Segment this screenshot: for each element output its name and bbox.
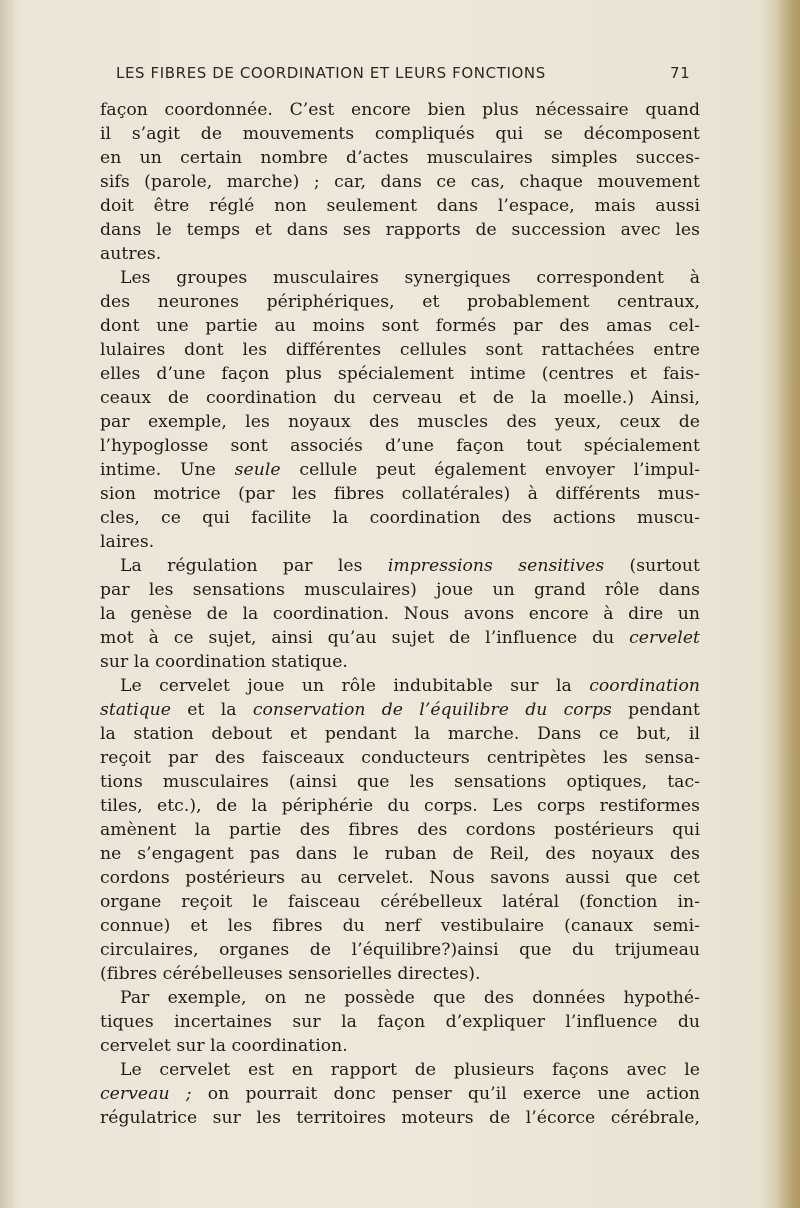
text-line (100, 1034, 700, 1058)
text-line (100, 458, 700, 482)
text-line (100, 890, 700, 914)
text-run: cervelet sur la coordination. (100, 1036, 348, 1056)
text-run: ceaux de coordination du cerveau et de la moelle.) Ainsi, (100, 388, 700, 408)
text-run: Le cervelet joue un rôle indubitable sur la (120, 676, 590, 696)
text-run: cellule peut également envoyer l’impul- (280, 460, 700, 480)
text-run: autres. (100, 244, 162, 264)
text-line (100, 146, 700, 170)
italic-text: conservation de l’équilibre du corps (252, 700, 612, 720)
text-line (100, 866, 700, 890)
text-line (100, 986, 700, 1010)
text-line (100, 1106, 700, 1130)
text-run: sifs (parole, marche) ; car, dans ce cas, chaque mouvement (100, 172, 700, 192)
body-text (100, 98, 700, 1130)
text-line (100, 1082, 700, 1106)
italic-text: statique (100, 700, 172, 720)
text-run: la genèse de la coordination. Nous avons encore à dire un (100, 604, 700, 624)
text-line (100, 554, 700, 578)
italic-text: seule (234, 460, 281, 480)
text-run: organe reçoit le faisceau cérébelleux latéral (fonction in- (100, 892, 700, 912)
text-run: la station debout et pendant la marche. Dans ce but, il (100, 724, 700, 744)
text-run: intime. Une (100, 460, 235, 480)
text-line (100, 506, 700, 530)
text-run: connue) et les fibres du nerf vestibulaire (canaux semi- (100, 916, 700, 936)
text-line (100, 314, 700, 338)
text-run: régulatrice sur les territoires moteurs de l’écorce cérébrale, (100, 1108, 700, 1128)
text-run: Par exemple, on ne possède que des données hypothé- (120, 988, 700, 1008)
italic-text: impressions sensitives (387, 556, 605, 576)
text-line (100, 386, 700, 410)
text-line (100, 290, 700, 314)
text-run: il s’agit de mouvements compliqués qui se décomposent (100, 124, 700, 144)
text-run: pendant (611, 700, 700, 720)
italic-text: cervelet (629, 628, 700, 648)
text-line (100, 170, 700, 194)
text-run: et la (171, 700, 253, 720)
page-edge (778, 0, 800, 1208)
text-line (100, 602, 700, 626)
text-run: laires. (100, 532, 155, 552)
text-run: des neurones périphériques, et probablement centraux, (100, 292, 700, 312)
text-line (100, 122, 700, 146)
text-line (100, 338, 700, 362)
text-line (100, 650, 700, 674)
text-run: circulaires, organes de l’équilibre?)ainsi que du trijumeau (100, 940, 700, 960)
text-run: ne s’engagent pas dans le ruban de Reil, des noyaux des (100, 844, 700, 864)
running-head (0, 64, 800, 86)
text-line (100, 218, 700, 242)
text-line (100, 698, 700, 722)
text-run: sur la coordination statique. (100, 652, 348, 672)
text-run: doit être réglé non seulement dans l’espace, mais aussi (100, 196, 700, 216)
text-run: l’hypoglosse sont associés d’une façon tout spécialement (100, 436, 700, 456)
text-line (100, 482, 700, 506)
text-line (100, 842, 700, 866)
text-run: on pourrait donc penser qu’il exerce une action (191, 1084, 701, 1104)
text-line (100, 746, 700, 770)
text-run: cles, ce qui facilite la coordination des actions muscu- (100, 508, 700, 528)
italic-text: cerveau ; (100, 1084, 192, 1104)
text-run: Les groupes musculaires synergiques correspondent à (120, 268, 700, 288)
text-line (100, 794, 700, 818)
text-run: sion motrice (par les fibres collatérales) à différents mus- (100, 484, 700, 504)
binding-gutter (0, 0, 14, 1208)
text-line (100, 770, 700, 794)
text-run: Le cervelet est en rapport de plusieurs façons avec le (120, 1060, 700, 1080)
text-line (100, 962, 700, 986)
text-line (100, 98, 700, 122)
running-head-title: LES FIBRES DE COORDINATION ET LEURS FONCTIONS (116, 64, 546, 82)
text-run: tiles, etc.), de la périphérie du corps. Les corps restiformes (100, 796, 700, 816)
text-line (100, 242, 700, 266)
text-line (100, 626, 700, 650)
text-line (100, 434, 700, 458)
text-run: par exemple, les noyaux des muscles des yeux, ceux de (100, 412, 700, 432)
text-run: mot à ce sujet, ainsi qu’au sujet de l’influence du (100, 628, 630, 648)
text-run: dans le temps et dans ses rapports de succession avec les (100, 220, 700, 240)
text-run: tiques incertaines sur la façon d’expliquer l’influence du (100, 1012, 700, 1032)
text-run: tions musculaires (ainsi que les sensations optiques, tac- (100, 772, 700, 792)
text-line (100, 722, 700, 746)
text-run: (surtout (604, 556, 700, 576)
text-line (100, 194, 700, 218)
text-run: dont une partie au moins sont formés par des amas cel- (100, 316, 700, 336)
text-run: lulaires dont les différentes cellules sont rattachées entre (100, 340, 700, 360)
text-run: La régulation par les (120, 556, 388, 576)
text-line (100, 914, 700, 938)
text-line (100, 938, 700, 962)
text-run: cordons postérieurs au cervelet. Nous savons aussi que cet (100, 868, 700, 888)
text-line (100, 1058, 700, 1082)
text-line (100, 818, 700, 842)
text-run: elles d’une façon plus spécialement intime (centres et fais- (100, 364, 700, 384)
text-run: reçoit par des faisceaux conducteurs centripètes les sensa- (100, 748, 700, 768)
text-line (100, 530, 700, 554)
text-line (100, 266, 700, 290)
text-line (100, 362, 700, 386)
text-run: amènent la partie des fibres des cordons postérieurs qui (100, 820, 700, 840)
text-run: en un certain nombre d’actes musculaires simples succes- (100, 148, 700, 168)
text-line (100, 578, 700, 602)
italic-text: coordination (589, 676, 700, 696)
text-line (100, 674, 700, 698)
text-run: façon coordonnée. C’est encore bien plus nécessaire quand (100, 100, 700, 120)
text-run: (fibres cérébelleuses sensorielles directes). (100, 964, 481, 984)
text-run: par les sensations musculaires) joue un grand rôle dans (100, 580, 700, 600)
text-line (100, 410, 700, 434)
text-line (100, 1010, 700, 1034)
page-number: 71 (670, 64, 691, 82)
